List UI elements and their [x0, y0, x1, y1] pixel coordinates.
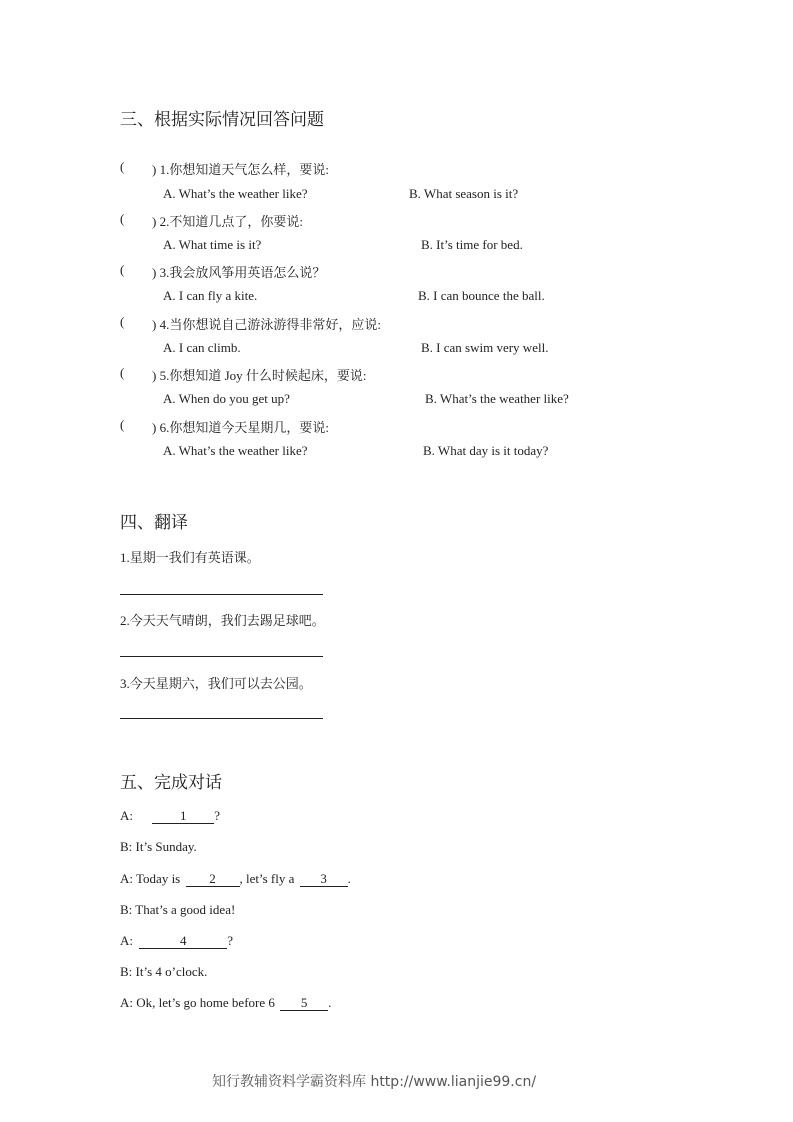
option-b: B. I can bounce the ball. [418, 288, 545, 303]
translate-item-2: 2.今天天气晴朗，我们去踢足球吧。 [120, 613, 325, 628]
dialog-suffix: ? [227, 933, 234, 948]
answer-line-2[interactable] [120, 656, 323, 657]
section-title-4: 四、翻译 [120, 513, 188, 533]
dialog-suffix: . [328, 995, 332, 1010]
dialog-prefix: A: [120, 808, 137, 823]
question-text: ) 4.当你想说自己游泳游得非常好，应说: [152, 317, 381, 332]
dialog-suffix: ? [214, 808, 221, 823]
question-text: ) 2.不知道几点了，你要说: [152, 214, 303, 229]
option-b: B. I can swim very well. [421, 340, 549, 355]
option-a: A. I can climb. [163, 340, 241, 355]
answer-paren: ( [120, 314, 125, 329]
question-text: ) 6.你想知道今天星期几，要说: [152, 420, 329, 435]
blank-5[interactable]: 5 [280, 996, 328, 1011]
option-a: A. When do you get up? [163, 391, 290, 406]
dialog-prefix: A: Ok, let’s go home before 6 [120, 995, 279, 1010]
dialog-line-5 [120, 933, 233, 949]
question-text: ) 5.你想知道 Joy 什么时候起床，要说: [152, 368, 367, 383]
option-a: A. I can fly a kite. [163, 288, 258, 303]
blank-4[interactable]: 4 [139, 934, 227, 949]
dialog-line-4: B: That’s a good idea! [120, 902, 236, 917]
option-b: B. It’s time for bed. [421, 237, 523, 252]
blank-1[interactable]: 1 [152, 809, 214, 824]
option-a: A. What’s the weather like? [163, 443, 308, 458]
option-b: B. What’s the weather like? [425, 391, 569, 406]
section-title-5: 五、完成对话 [120, 773, 222, 793]
answer-line-1[interactable] [120, 594, 323, 595]
dialog-line-7 [120, 995, 331, 1011]
answer-paren: ( [120, 211, 125, 226]
translate-item-1: 1.星期一我们有英语课。 [120, 550, 260, 565]
dialog-prefix: A: [120, 933, 137, 948]
dialog-line-2: B: It’s Sunday. [120, 839, 197, 854]
answer-paren: ( [120, 159, 125, 174]
answer-line-3[interactable] [120, 718, 323, 719]
question-text: ) 1.你想知道天气怎么样，要说: [152, 162, 329, 177]
answer-paren: ( [120, 417, 125, 432]
footer-watermark: 知行教辅资料学霸资料库 http://www.lianjie99.cn/ [212, 1074, 537, 1090]
section-title-3: 三、根据实际情况回答问题 [120, 110, 324, 130]
dialog-suffix: . [347, 871, 351, 886]
blank-2[interactable]: 2 [186, 872, 240, 887]
option-b: B. What season is it? [409, 186, 519, 201]
dialog-line-6: B: It’s 4 o’clock. [120, 964, 208, 979]
option-b: B. What day is it today? [423, 443, 549, 458]
dialog-mid: , let’s fly a [239, 871, 298, 886]
option-a: A. What’s the weather like? [163, 186, 308, 201]
question-text: ) 3.我会放风筝用英语怎么说？ [152, 265, 326, 280]
answer-paren: ( [120, 365, 125, 380]
dialog-line-1 [120, 808, 220, 824]
translate-item-3: 3.今天星期六，我们可以去公园。 [120, 676, 312, 691]
blank-3[interactable]: 3 [300, 872, 348, 887]
option-a: A. What time is it? [163, 237, 262, 252]
dialog-line-3 [120, 871, 351, 887]
answer-paren: ( [120, 262, 125, 277]
dialog-prefix: A: Today is [120, 871, 184, 886]
